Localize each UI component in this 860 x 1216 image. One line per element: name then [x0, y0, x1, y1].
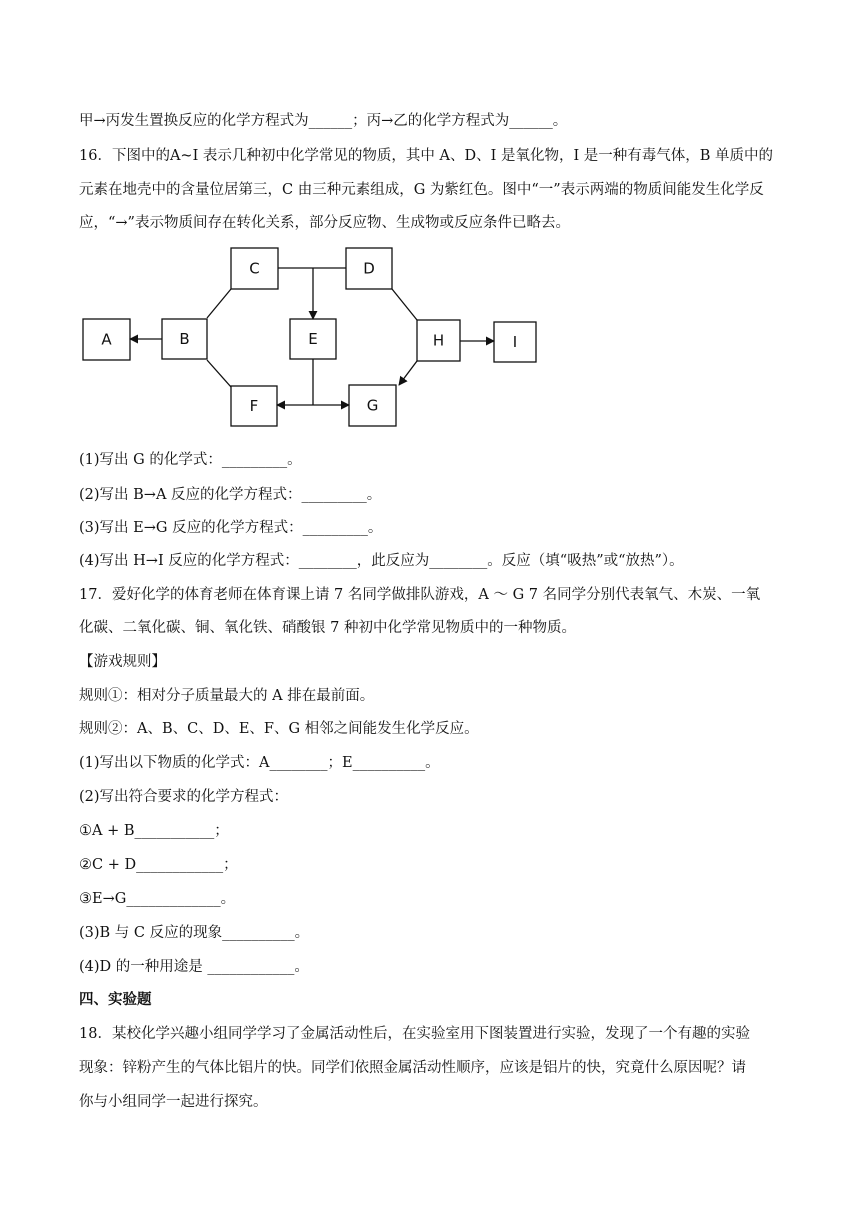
text-line: (4)写出 H→I 反应的化学方程式：________，此反应为________。反应（填“吸热”或“放热”）。: [79, 553, 684, 569]
text-line: 甲→丙发生置换反应的化学方程式为______；丙→乙的化学方程式为______。: [79, 113, 568, 129]
text-line: 现象：锌粉产生的气体比铝片的快。同学们依照金属活动性顺序，应该是铝片的快，究竟什么原因呢？请: [79, 1060, 746, 1076]
text-line: (1)写出 G 的化学式：_________。: [79, 452, 302, 468]
edge-c-b: [207, 289, 231, 318]
section-heading: 【游戏规则】: [79, 654, 166, 670]
node-label-g: G: [366, 396, 379, 415]
text-line: 规则②：A、B、C、D、E、F、G 相邻之间能发生化学反应。: [79, 721, 479, 737]
text-line: 化碳、二氧化碳、铜、氧化铁、硝酸银 7 种初中化学常见物质中的一种物质。: [79, 620, 576, 636]
section-title: 四、实验题: [79, 991, 152, 1008]
edge-d-h: [392, 289, 417, 320]
node-label-e: E: [308, 330, 318, 348]
node-label-d: D: [363, 259, 375, 278]
text-line: 元素在地壳中的含量位居第三，C 由三种元素组成，G 为紫红色。图中“一”表示两端的物质间能发生化学反: [79, 182, 764, 198]
node-label-i: I: [512, 333, 518, 351]
text-line: (4)D 的一种用途是 ____________。: [79, 959, 309, 975]
text-line: 规则①：相对分子质量最大的 A 排在最前面。: [79, 688, 375, 704]
text-line: (3)写出 E→G 反应的化学方程式：_________。: [79, 520, 383, 536]
text-line: (3)B 与 C 反应的现象__________。: [79, 925, 310, 941]
node-label-a: A: [101, 330, 112, 349]
edge-b-f: [207, 360, 231, 387]
node-label-b: B: [179, 330, 190, 348]
node-label-f: F: [249, 397, 259, 415]
text-line: ③E→G_____________。: [79, 891, 236, 907]
text-line: (2)写出符合要求的化学方程式：: [79, 789, 289, 805]
node-label-h: H: [432, 331, 445, 350]
text-line: (2)写出 B→A 反应的化学方程式：_________。: [79, 487, 382, 503]
node-label-c: C: [249, 259, 260, 278]
text-line: ②C + D____________；: [79, 857, 238, 873]
question-16-stem: 16．下图中的A~I 表示几种初中化学常见的物质，其中 A、D、I 是氧化物，I 是一种有毒气体，B 单质中的: [79, 148, 774, 164]
edge-h-g: [399, 361, 417, 385]
text-line: 应，“→”表示物质间存在转化关系，部分反应物、生成物或反应条件已略去。: [79, 215, 570, 231]
relation-diagram: [0, 0, 860, 450]
question-17-stem: 17．爱好化学的体育老师在体育课上请 7 名同学做排队游戏，A ～ G 7 名同学分别代表氧气、木炭、一氧: [79, 587, 761, 603]
text-line: 你与小组同学一起进行探究。: [79, 1094, 268, 1110]
question-18-stem: 18．某校化学兴趣小组同学学习了金属活动性后，在实验室用下图装置进行实验，发现了一个有趣的实验: [79, 1026, 750, 1042]
text-line: (1)写出以下物质的化学式：A________；E__________。: [79, 755, 440, 771]
text-line: ①A + B___________；: [79, 823, 229, 839]
